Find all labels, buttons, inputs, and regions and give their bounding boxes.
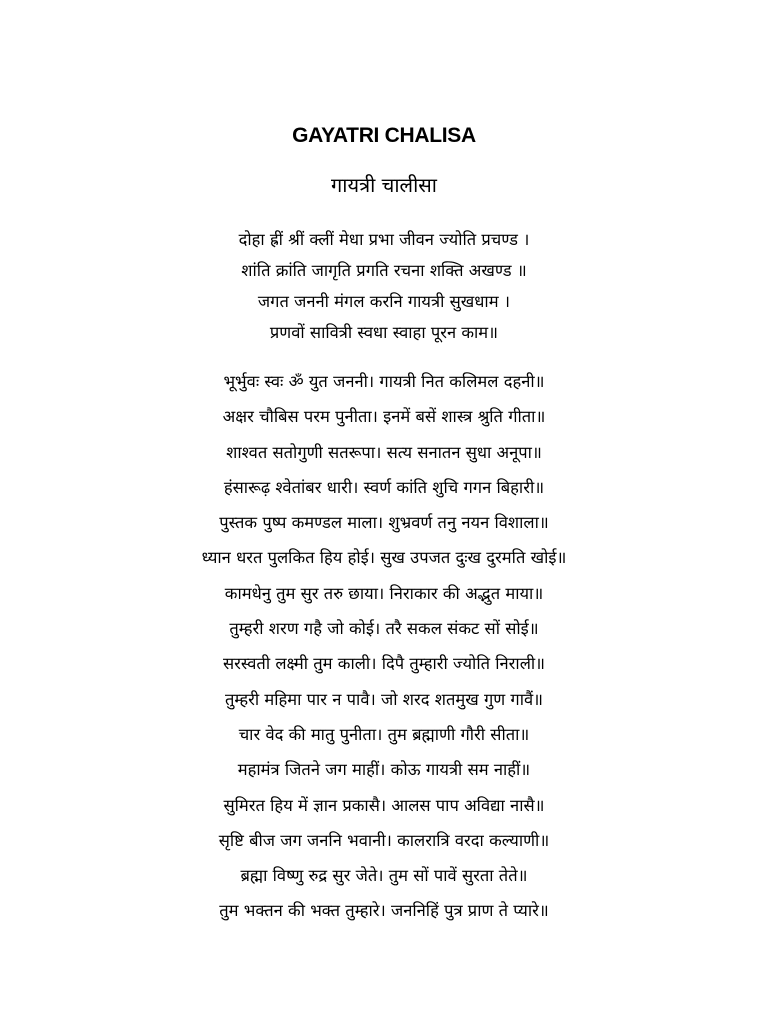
chaupai-line: हंसारूढ़ श्वेतांबर धारी। स्वर्ण कांति शुचि गगन बिहारी॥ <box>223 477 545 497</box>
doha-line: प्रणवों सावित्री स्वधा स्वाहा पूरन काम॥ <box>269 323 499 342</box>
doha-line: जगत जननी मंगल करनि गायत्री सुखधाम । <box>257 292 511 311</box>
chaupai-line: ब्रह्मा विष्णु रुद्र सुर जेते। तुम सों पावें सुरता तेते॥ <box>240 866 528 886</box>
doha-line: शांति क्रांति जागृति प्रगति रचना शक्ति अखण्ड ॥ <box>241 261 527 280</box>
chaupai-line: अक्षर चौबिस परम पुनीता। इनमें बसें शास्त्र श्रुति गीता॥ <box>222 407 546 427</box>
chaupai-line: चार वेद की मातु पुनीता। तुम ब्रह्माणी गौरी सीता॥ <box>238 724 530 744</box>
chaupai-line: सृष्टि बीज जग जननि भवानी। कालरात्रि वरदा कल्याणी॥ <box>218 830 550 850</box>
doha-line: दोहा ह्रीं श्रीं क्लीं मेधा प्रभा जीवन ज्योति प्रचण्ड । <box>238 230 530 249</box>
chaupai-line: तुम्हरी शरण गहै जो कोई। तरै सकल संकट सों सोई॥ <box>229 619 539 639</box>
chaupai-line: शाश्वत सतोगुणी सतरूपा। सत्य सनातन सुधा अनूपा॥ <box>226 442 542 462</box>
chaupai-line: पुस्तक पुष्प कमण्डल माला। शुभ्रवर्ण तनु नयन विशाला॥ <box>219 513 549 533</box>
doha-stanza <box>0 224 768 348</box>
chaupai-line: कामधेनु तुम सुर तरु छाया। निराकार की अद्भुत माया॥ <box>224 583 544 603</box>
chaupai-line: तुम भक्तन की भक्त तुम्हारे। जननिहिं पुत्र प्राण ते प्यारे॥ <box>219 901 549 921</box>
chaupai-line: सुमिरत हिय में ज्ञान प्रकासै। आलस पाप अविद्या नासै॥ <box>223 795 545 815</box>
chaupai-verses <box>0 364 768 929</box>
chaupai-line: भूर्भुवः स्वः ॐ युत जननी। गायत्री नित कलिमल दहनी॥ <box>223 372 545 391</box>
chaupai-line: ध्यान धरत पुलकित हिय होई। सुख उपजत दुःख दुरमति खोई॥ <box>201 548 567 568</box>
page-title: GAYATRI CHALISA <box>292 124 476 147</box>
chaupai-line: तुम्हरी महिमा पार न पावै। जो शरद शतमुख गुण गावैं॥ <box>224 689 544 709</box>
chaupai-line: सरस्वती लक्ष्मी तुम काली। दिपै तुम्हारी ज्योति निराली॥ <box>222 654 546 674</box>
page-subtitle: गायत्री चालीसा <box>331 173 437 197</box>
chaupai-line: महामंत्र जितने जग माहीं। कोऊ गायत्री सम नाहीं॥ <box>237 760 531 780</box>
